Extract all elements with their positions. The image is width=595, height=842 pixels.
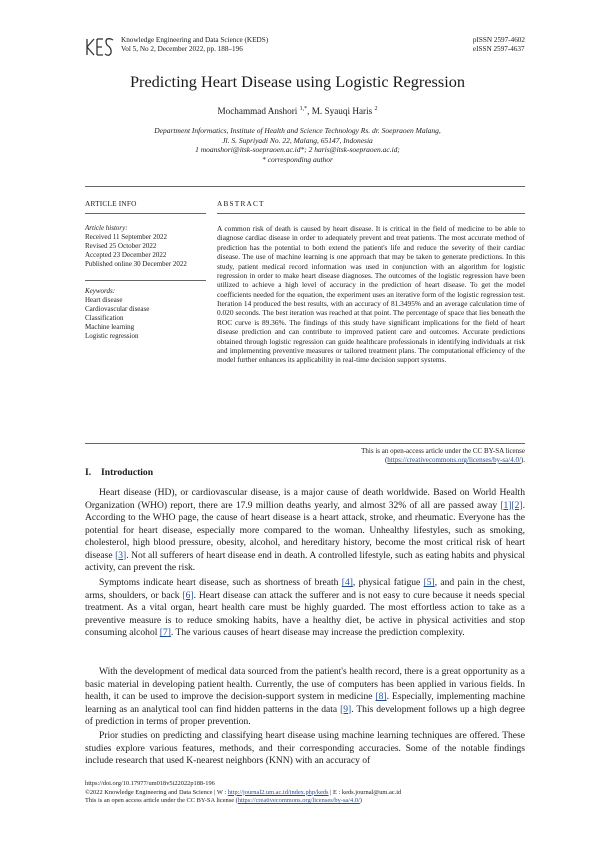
rule-abstract bbox=[217, 213, 525, 214]
affiliation bbox=[0, 126, 595, 164]
section-number: I. bbox=[85, 467, 92, 478]
citation-link[interactable]: [9] bbox=[340, 703, 352, 715]
body-text: . Heart disease can attack the sufferer and is not easy to cure because it needs special treatment. As a vital organ, heart health care must be highly guarded. The most effortless action to take as a preventive measure is to reduce smoking habits, have a healthy diet, be active in physical activities and stop consuming alcohol bbox=[85, 589, 525, 638]
journal-link[interactable]: http://journal2.um.ac.id/index.php/keds bbox=[227, 788, 329, 796]
body-text: Symptoms indicate heart disease, such as shortness of breath bbox=[99, 577, 342, 588]
abstract-text: A common risk of death is caused by heart disease. It is critical in the field of medicine to be able to diagnose cardiac disease in order to adequately prevent and treat patients. The most accurate method of prediction has the potential to both extend the patient's life and reduce the severity of their cardiac disease. The use of machine learning is one approach that may be taken to generate predictions. In this study, patient medical record information was used in conjunction with an algorithm for logistic regression in order to make heart disease diagnoses. The outcomes of the logistic regression have been utilized to achieve a high level of accuracy in the prediction of heart disease. To get the model coefficients needed for the equation, the experiment uses an iterative form of the logistic regression test. Iteration 14 produced the best results, with an accuracy of 81.3495% and an average calculation time of 0.020 seconds. The best iteration was reached at that point. The percentage of space that lies beneath the ROC curve is 89.36%. The findings of this study have significant implications for the field of heart disease prediction and can contribute to improved patient care and outcomes. Accurate predictions obtained through logistic regression can guide healthcare professionals in identifying individuals at risk and implementing preventive measures or tailored treatment plans. The computational efficiency of the model further enhances its applicability in real-time decision support systems. bbox=[217, 224, 525, 365]
pissn: pISSN 2597-4602 bbox=[472, 36, 525, 44]
authors bbox=[0, 106, 595, 116]
body-text: . This development follows up a high degree of prediction in terms of proper prevention. bbox=[85, 703, 525, 727]
license-close: ). bbox=[520, 456, 525, 464]
section-heading bbox=[85, 467, 153, 478]
article-info-heading: ARTICLE INFO bbox=[85, 199, 137, 208]
citation-link[interactable]: [5] bbox=[423, 577, 435, 588]
history-item: Accepted 23 December 2022 bbox=[85, 250, 167, 259]
keywords bbox=[85, 287, 149, 340]
keds-logo bbox=[85, 36, 115, 58]
body-text: Prior studies on predicting and classifying heart disease using machine learning techniques are offered. These studies explore various features, methods, and their corresponding accuracies. Some of the notable findings include research that used K-nearest neighbors (KNN) with an accuracy of bbox=[85, 730, 525, 766]
citation-link[interactable]: [7] bbox=[159, 627, 171, 638]
rule-top bbox=[85, 186, 525, 187]
body-text: . Especially, implementing machine learning as an analytical tool can find hidden patterns in the data bbox=[85, 691, 525, 715]
body-text: . Not all sufferers of heart disease end in death. A controlled lifestyle, such as eating habits and physical activity, can prevent the risk. bbox=[85, 549, 525, 573]
body-p4 bbox=[85, 730, 525, 768]
footer-copyright bbox=[85, 789, 401, 798]
affiliation-line-2: Jl. S. Supriyadi No. 22, Malang, 65147, Indonesia bbox=[222, 135, 373, 145]
body-text: , physical fatigue bbox=[352, 577, 424, 588]
corresponding-note: * corresponding author bbox=[262, 154, 333, 164]
body-p2 bbox=[85, 577, 525, 640]
history-item: Received 11 September 2022 bbox=[85, 232, 167, 241]
paper-title: Predicting Heart Disease using Logistic Regression bbox=[129, 72, 466, 91]
license-line: This is an open-access article under the CC BY-SA license bbox=[361, 447, 525, 455]
footer bbox=[85, 780, 401, 806]
rule-bottom bbox=[85, 443, 525, 444]
keyword-item: Logistic regression bbox=[85, 331, 139, 340]
copyright-text: ©2022 Knowledge Engineering and Data Science | W : bbox=[85, 788, 228, 796]
email-text: | E : keds.journal@um.ac.id bbox=[328, 788, 402, 796]
history-item: Revised 25 October 2022 bbox=[85, 241, 157, 250]
affiliation-line-1: Department Informatics, Institute of Health and Science Technology Rs. dr. Soepraoen Malang, bbox=[154, 126, 441, 135]
body-text: Heart disease (HD), or cardiovascular disease, is a major cause of death worldwide. Based on World Health Organization (WHO) report, there are 17.9 million deaths yearly, and almost 32% of all are passed away bbox=[85, 487, 525, 511]
keyword-item: Cardiovascular disease bbox=[85, 304, 150, 313]
body-text: With the development of medical data sourced from the patient's health record, there is a great opportunity as a basic material in developing patient health. Currently, the use of computers has been applied in various fields. In health, it can be used to improve the decision-support system in medicine bbox=[85, 666, 525, 702]
abstract-heading: ABSTRACT bbox=[217, 199, 265, 208]
footer-license-text: This is an open access article under the CC BY-SA license ( bbox=[85, 797, 238, 805]
article-history bbox=[85, 224, 187, 269]
body-p1 bbox=[85, 487, 525, 575]
body-text: . According to the WHO page, the cause of heart disease is a heart attack, stroke, and rheumatic. Everyone has the potential for heart disease, especially more compared to the woman. Unhealthy lifestyles, such as smoking, cholesterol, high blood pressure, obesity, alcohol, and hereditary history, become the most critical risk of heart disease bbox=[85, 499, 525, 561]
abstract-license bbox=[361, 447, 525, 465]
license-link-line bbox=[361, 456, 525, 465]
body-text: . The various causes of heart disease may increase the prediction complexity. bbox=[170, 627, 465, 638]
authors-text: Mochammad Anshori $^{1,*}$, M. Syauqi Haris $^2$ bbox=[217, 106, 378, 117]
citation-link[interactable]: [6] bbox=[182, 589, 194, 601]
citation-link[interactable]: [2] bbox=[511, 499, 523, 511]
footer-license bbox=[85, 797, 401, 806]
journal-name: Knowledge Engineering and Data Science (KEDS) bbox=[121, 36, 269, 44]
citation-link[interactable]: [3] bbox=[115, 549, 127, 561]
keyword-item: Machine learning bbox=[85, 322, 135, 331]
section-title: Introduction bbox=[101, 467, 154, 478]
journal-header bbox=[121, 36, 268, 54]
rule-keywords bbox=[85, 280, 206, 281]
license-link[interactable]: https://creativecommons.org/licenses/by-sa/4.0/ bbox=[387, 456, 521, 464]
citation-link[interactable]: [1] bbox=[500, 499, 512, 511]
rule-info bbox=[85, 213, 206, 214]
affiliation-emails: 1 moanshori@itsk-soepraoen.ac.id*; 2 haris@itsk-soepraoen.ac.id; bbox=[195, 145, 400, 155]
eissn: eISSN 2597-4637 bbox=[472, 45, 525, 53]
history-label: Article history: bbox=[85, 224, 128, 232]
citation-link[interactable]: [8] bbox=[375, 691, 387, 702]
footer-doi: https://doi.org/10.17977/um018v5i22022p188-196 bbox=[85, 780, 215, 787]
journal-volume: Vol 5, No 2, December 2022, pp. 188–196 bbox=[121, 45, 243, 53]
footer-license-link[interactable]: https://creativecommons.org/licenses/by-sa/4.0/ bbox=[237, 797, 360, 805]
footer-license-close: ) bbox=[359, 797, 362, 805]
keyword-item: Classification bbox=[85, 313, 124, 322]
keywords-label: Keywords: bbox=[85, 287, 116, 295]
body-text: , and pain in the chest, arms, shoulders, or back bbox=[85, 577, 526, 601]
body-p3 bbox=[85, 666, 525, 729]
keyword-item: Heart disease bbox=[85, 295, 123, 304]
issn-block bbox=[473, 36, 525, 54]
citation-link[interactable]: [4] bbox=[341, 577, 353, 588]
history-item: Published online 30 December 2022 bbox=[85, 259, 187, 268]
license-open: ( bbox=[384, 456, 388, 464]
